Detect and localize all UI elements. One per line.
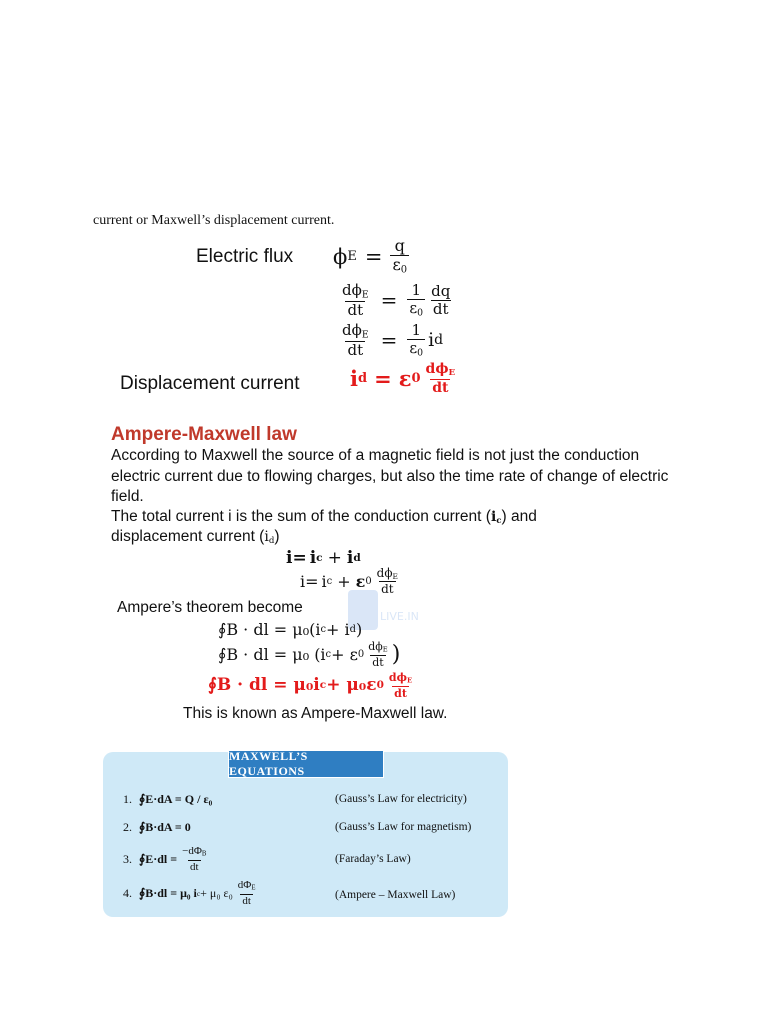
displacement-current-label: Displacement current	[120, 373, 300, 394]
intro-line: current or Maxwell’s displacement current.	[93, 213, 335, 228]
total-current-equation: i= i c + i d	[286, 548, 361, 568]
maxwell-eq-1: 1. ∮E·dA = Q / ε₀	[123, 792, 213, 806]
ampere-maxwell-closing: This is known as Ampere-Maxwell law.	[183, 705, 448, 722]
ampere-theorem-eq1: ∮B · dl = μ₀(i c + i d )	[218, 620, 363, 639]
maxwell-equations-title: MAXWELL’S EQUATIONS	[228, 750, 384, 778]
total-current-line: The total current i is the sum of the conduction current $(i_c)$ and	[111, 508, 537, 527]
flux-current-equation: $\frac{d\phi_E}{dt}$ = $\frac{1}{\varepsilon_0}$ i d	[342, 321, 444, 359]
ampere-maxwell-equation: ∮B · dl = μ₀i c + μ₀ε 0 $\frac{d\phi_E}{dt}$	[208, 671, 413, 700]
svg-text:LIVE.IN: LIVE.IN	[380, 610, 419, 623]
maxwell-eq-4-note: (Ampere – Maxwell Law)	[335, 889, 456, 901]
maxwell-eq-2-note: (Gauss’s Law for magnetism)	[335, 821, 472, 833]
flux-equation: ϕ E = $\frac{q}{\varepsilon_0}$	[333, 236, 408, 276]
total-current-expanded: i= i c + ε 0 $\frac{d\phi_E}{dt}$	[300, 566, 398, 597]
ampere-theorem-eq2: ∮B · dl = μ₀ (i c + ε 0 $\frac{d\phi_E}{dt}$ )	[218, 640, 401, 669]
displacement-current-line: displacement current $(i_d)$	[111, 528, 280, 547]
displacement-current-equation: i d = ε 0 $\frac{d\phi_E}{dt}$	[350, 361, 456, 396]
maxwell-eq-2: 2. ∮B·dA = 0	[123, 820, 191, 834]
ampere-maxwell-heading: Ampere-Maxwell law	[111, 424, 297, 445]
ampere-theorem-label: Ampere’s theorem become	[117, 599, 303, 616]
maxwell-eq-3-note: (Faraday’s Law)	[335, 853, 411, 865]
ampere-paragraph: According to Maxwell the source of a magnetic field is not just the conduction electric current due to flowing charges, but also the time rate of change of electric field.	[111, 447, 669, 505]
maxwell-eq-1-note: (Gauss’s Law for electricity)	[335, 793, 467, 805]
maxwell-eq-4: 4. ∮B·dl = μ₀ i c + μ₀ ε₀ $\frac{d\Phi_E}{dt}$	[123, 879, 256, 907]
flux-derivative-equation: $\frac{d\phi_E}{dt}$ = $\frac{1}{\varepsilon_0}$ $\frac{dq}{dt}$	[342, 281, 451, 319]
maxwell-eq-3: 3. ∮E·dl = $\frac{-d\Phi_B}{dt}$	[123, 845, 207, 873]
maxwell-equations-box	[103, 749, 508, 917]
electric-flux-label: Electric flux	[196, 246, 294, 267]
